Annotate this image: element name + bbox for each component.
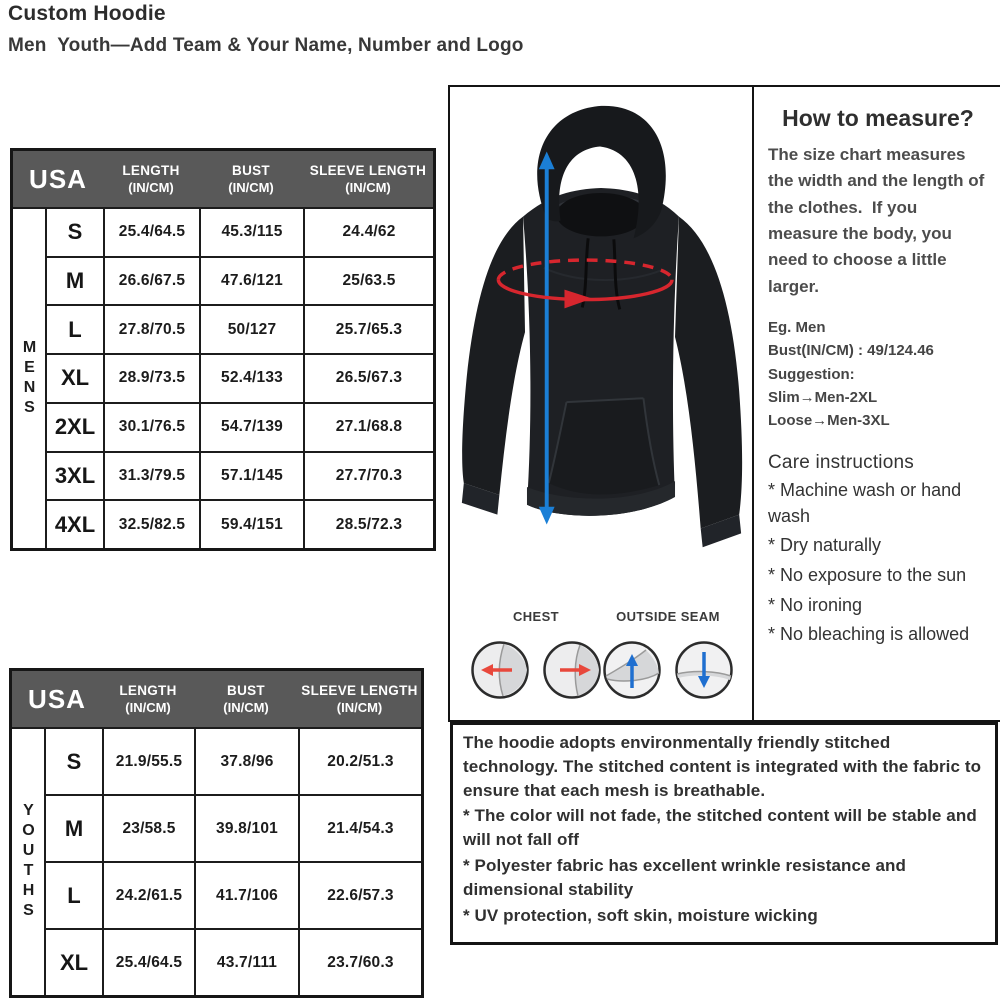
mens-bust-cell: 59.4/151 <box>199 499 303 548</box>
youths-size-cell: L <box>44 861 102 928</box>
youths-bust-cell: 41.7/106 <box>194 861 298 928</box>
fabric-arrow-down-icon <box>674 640 734 700</box>
mens-length-cell: 26.6/67.5 <box>103 256 199 305</box>
youths-side-label: YOUTHS <box>12 727 44 995</box>
column-name: LENGTH <box>122 163 180 178</box>
description-line: The hoodie adopts environmentally friendly stitched technology. The stitched content is integrated with the fabric to ensure that each mesh is breathable. <box>463 733 982 800</box>
mens-sleeve-cell: 28.5/72.3 <box>303 499 433 548</box>
hoodie-photo <box>450 87 752 592</box>
youths-length-cell: 21.9/55.5 <box>102 727 194 794</box>
column-unit: (IN/CM) <box>228 180 274 195</box>
page-header <box>8 2 524 57</box>
example-line: Suggestion: <box>768 365 855 383</box>
fabric-arrow-left-icon <box>470 640 530 700</box>
column-unit: (IN/CM) <box>345 180 391 195</box>
fabric-arrow-up-icon <box>602 640 662 700</box>
fabric-arrow-right-icon <box>542 640 602 700</box>
mens-bust-cell: 52.4/133 <box>199 353 303 402</box>
mens-length-cell: 25.4/64.5 <box>103 207 199 256</box>
youths-bust-cell: 39.8/101 <box>194 794 298 861</box>
care-instructions-list <box>768 478 988 647</box>
description-line: * The color will not fade, the stitched content will be stable and will not fall off <box>463 806 977 850</box>
mens-bust-cell: 47.6/121 <box>199 256 303 305</box>
chest-icon-group <box>470 609 602 700</box>
mens-bust-header <box>199 151 303 207</box>
youths-length-header <box>102 671 194 727</box>
description-line: * Polyester fabric has excellent wrinkle resistance and dimensional stability <box>463 855 906 899</box>
mens-length-cell: 32.5/82.5 <box>103 499 199 548</box>
column-name: SLEEVE LENGTH <box>301 683 418 698</box>
example-line: Loose→Men-3XL <box>768 412 890 430</box>
youths-usa-header: USA <box>12 671 102 727</box>
example-line: Slim→Men-2XL <box>768 388 878 406</box>
page-title: Custom Hoodie <box>8 2 166 25</box>
care-item: * No ironing <box>768 594 863 615</box>
column-name: SLEEVE LENGTH <box>309 163 427 178</box>
column-name: LENGTH <box>119 683 177 698</box>
youths-size-cell: M <box>44 794 102 861</box>
mens-length-cell: 27.8/70.5 <box>103 304 199 353</box>
mens-bust-cell: 50/127 <box>199 304 303 353</box>
youths-bust-header <box>194 671 298 727</box>
mens-bust-cell: 45.3/115 <box>199 207 303 256</box>
mens-side-label: MENS <box>13 207 45 548</box>
mens-size-cell: M <box>45 256 103 305</box>
measure-icons-row <box>450 609 752 700</box>
youths-bust-cell: 37.8/96 <box>194 727 298 794</box>
mens-size-cell: XL <box>45 353 103 402</box>
product-description-list <box>463 731 985 927</box>
youths-sleeve-cell: 23.7/60.3 <box>298 928 421 995</box>
youths-sleeve-cell: 22.6/57.3 <box>298 861 421 928</box>
mens-length-cell: 28.9/73.5 <box>103 353 199 402</box>
care-item: * No bleaching is allowed <box>768 624 970 645</box>
youths-size-cell: S <box>44 727 102 794</box>
description-line: * UV protection, soft skin, moisture wicking <box>463 905 818 925</box>
column-unit: (IN/CM) <box>128 180 174 195</box>
product-description-box <box>450 722 998 945</box>
outside-seam-icon-group <box>602 609 734 700</box>
youths-size-table <box>9 668 424 998</box>
care-item: * Machine wash or hand wash <box>768 480 962 526</box>
youths-bust-cell: 43.7/111 <box>194 928 298 995</box>
column-unit: (IN/CM) <box>125 700 171 715</box>
mens-length-cell: 30.1/76.5 <box>103 402 199 451</box>
mens-usa-header: USA <box>13 151 103 207</box>
mens-size-cell: S <box>45 207 103 256</box>
chest-label: CHEST <box>512 609 560 624</box>
care-instructions-block <box>768 452 988 647</box>
product-diagram-panel <box>448 85 754 722</box>
column-unit: (IN/CM) <box>223 700 269 715</box>
example-line: Eg. Men <box>768 319 826 337</box>
mens-bust-cell: 54.7/139 <box>199 402 303 451</box>
how-to-measure-heading: How to measure? <box>782 105 974 131</box>
how-to-measure-panel <box>752 85 1000 722</box>
youths-size-cell: XL <box>44 928 102 995</box>
mens-sleeve-cell: 27.7/70.3 <box>303 451 433 500</box>
column-name: BUST <box>227 683 265 698</box>
mens-size-cell: L <box>45 304 103 353</box>
mens-size-cell: 4XL <box>45 499 103 548</box>
mens-sleeve-cell: 26.5/67.3 <box>303 353 433 402</box>
example-line: Bust(IN/CM) : 49/124.46 <box>768 342 934 360</box>
mens-sleeve-cell: 25/63.5 <box>303 256 433 305</box>
youths-sleeve-cell: 20.2/51.3 <box>298 727 421 794</box>
mens-bust-cell: 57.1/145 <box>199 451 303 500</box>
mens-size-table <box>10 148 436 551</box>
mens-length-header <box>103 151 199 207</box>
youths-length-cell: 25.4/64.5 <box>102 928 194 995</box>
mens-sleeve-cell: 24.4/62 <box>303 207 433 256</box>
column-unit: (IN/CM) <box>336 700 383 715</box>
youths-length-cell: 24.2/61.5 <box>102 861 194 928</box>
youths-sleeve-header <box>298 671 421 727</box>
outside-seam-label: OUTSIDE SEAM <box>616 609 720 624</box>
mens-length-cell: 31.3/79.5 <box>103 451 199 500</box>
sizing-example-block <box>768 316 988 432</box>
how-to-measure-body: The size chart measures the width and the length of the clothes. If you measure the body, you need to choose a little larger. <box>768 145 989 296</box>
mens-sleeve-header <box>303 151 433 207</box>
youths-sleeve-cell: 21.4/54.3 <box>298 794 421 861</box>
mens-sleeve-cell: 25.7/65.3 <box>303 304 433 353</box>
page-subtitle: Men Youth—Add Team & Your Name, Number and Logo <box>8 35 524 56</box>
mens-size-cell: 3XL <box>45 451 103 500</box>
column-name: BUST <box>232 163 270 178</box>
mens-size-cell: 2XL <box>45 402 103 451</box>
care-instructions-heading: Care instructions <box>768 452 914 474</box>
care-item: * Dry naturally <box>768 535 882 556</box>
mens-sleeve-cell: 27.1/68.8 <box>303 402 433 451</box>
youths-length-cell: 23/58.5 <box>102 794 194 861</box>
care-item: * No exposure to the sun <box>768 564 967 585</box>
hoodie-illustration <box>450 87 752 592</box>
